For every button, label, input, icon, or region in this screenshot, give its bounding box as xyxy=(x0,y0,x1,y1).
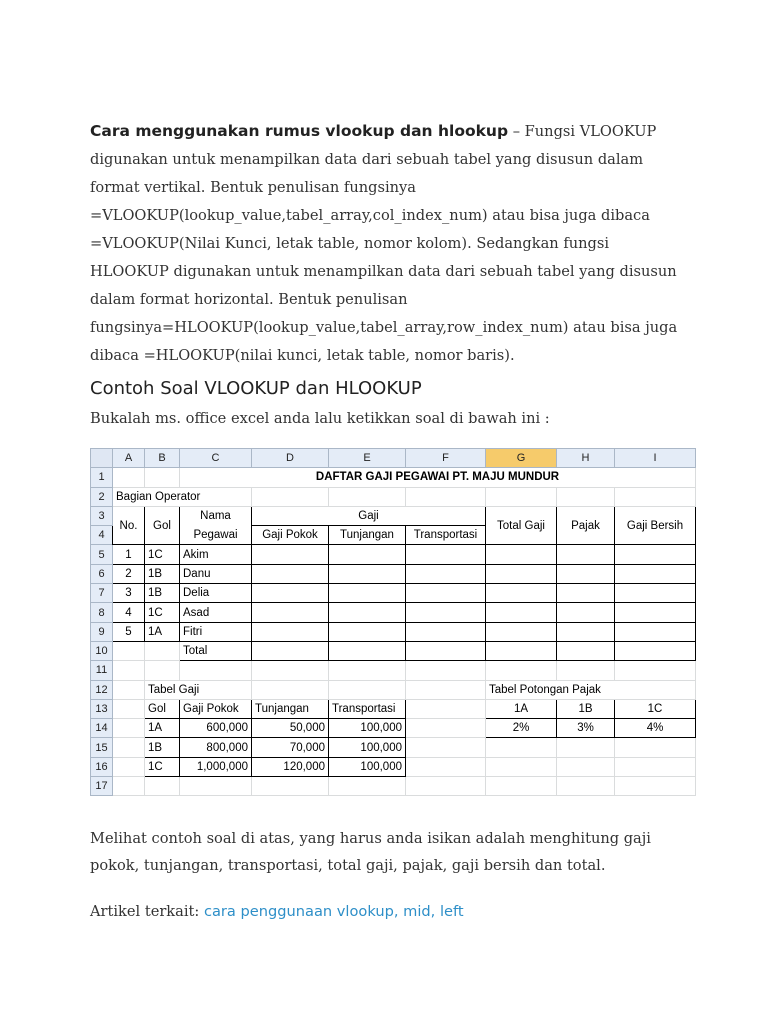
section-subtext: Bukalah ms. office excel anda lalu ketikkan soal di bawah ini : xyxy=(90,410,550,427)
row-number[interactable]: 14 xyxy=(91,719,113,738)
header-gol[interactable]: Gol xyxy=(145,506,180,545)
header-nama-2[interactable]: Pegawai xyxy=(180,526,252,545)
after-paragraph: Melihat contoh soal di atas, yang harus anda isikan adalah menghitung gaji pokok, tunjangan, transportasi, total gaji, pajak, gaji bersih dan total. xyxy=(90,830,651,874)
row-number[interactable]: 9 xyxy=(91,622,113,641)
employee-no[interactable]: 2 xyxy=(113,564,145,583)
tabel-pajak-value[interactable]: 3% xyxy=(557,719,615,738)
employee-no[interactable]: 4 xyxy=(113,603,145,622)
employee-nama[interactable]: Asad xyxy=(180,603,252,622)
employee-no[interactable]: 1 xyxy=(113,545,145,564)
row-number[interactable]: 8 xyxy=(91,603,113,622)
related-article xyxy=(90,898,464,925)
row-number[interactable]: 7 xyxy=(91,584,113,603)
spreadsheet-grid xyxy=(90,448,696,796)
employee-no[interactable]: 3 xyxy=(113,584,145,603)
cell-empty[interactable] xyxy=(615,622,696,641)
employee-nama[interactable]: Delia xyxy=(180,584,252,603)
spreadsheet-image xyxy=(90,448,704,804)
row-number[interactable]: 10 xyxy=(91,641,113,660)
cell-empty[interactable] xyxy=(252,641,329,660)
cell-empty[interactable] xyxy=(406,584,486,603)
intro-body: Fungsi VLOOKUP digunakan untuk menampilkan data dari sebuah tabel yang disusun dalam format vertikal. Bentuk penulisan fungsinya =VLOOKUP(lookup_value,tabel_array,col_index_num) atau bisa juga dibaca =VLOOKUP(Nilai Kunci, letak table, nomor kolom). Sedangkan fungsi HLOOKUP digunakan untuk menampilkan data dari sebuah tabel yang disusun dalam format horizontal. Bentuk penulisan fungsinya=HLOOKUP(lookup_value,tabel_array,row_index_num) atau bisa juga dibaca =HLOOKUP(nilai kunci, letak table, nomor baris). xyxy=(90,123,678,364)
cell-empty[interactable] xyxy=(615,584,696,603)
cell-empty[interactable] xyxy=(252,584,329,603)
tabel-gaji-cell[interactable]: 100,000 xyxy=(329,738,406,757)
row-number[interactable]: 16 xyxy=(91,757,113,776)
tabel-gaji-cell[interactable]: 1A xyxy=(145,719,180,738)
cell-empty[interactable] xyxy=(615,641,696,660)
tabel-gaji-cell[interactable]: 100,000 xyxy=(329,757,406,776)
row-number[interactable]: 6 xyxy=(91,564,113,583)
row-number[interactable]: 12 xyxy=(91,680,113,699)
employee-gol[interactable]: 1B xyxy=(145,584,180,603)
tabel-gaji-header[interactable]: Gol xyxy=(145,699,180,718)
col-header-h[interactable]: H xyxy=(557,449,615,468)
cell-empty[interactable] xyxy=(557,603,615,622)
cell-empty[interactable] xyxy=(557,545,615,564)
tabel-gaji-cell[interactable]: 600,000 xyxy=(180,719,252,738)
tabel-gaji-cell[interactable]: 1B xyxy=(145,738,180,757)
tabel-gaji-cell[interactable]: 1C xyxy=(145,757,180,776)
cell-empty[interactable] xyxy=(329,564,406,583)
cell-empty[interactable] xyxy=(252,603,329,622)
cell-empty[interactable] xyxy=(615,545,696,564)
header-gaji-pokok[interactable]: Gaji Pokok xyxy=(252,526,329,545)
intro-title: Cara menggunakan rumus vlookup dan hlookup xyxy=(90,122,509,140)
row-number[interactable]: 15 xyxy=(91,738,113,757)
cell-empty[interactable] xyxy=(486,641,557,660)
cell-empty[interactable] xyxy=(329,603,406,622)
cell-empty[interactable] xyxy=(486,545,557,564)
total-label[interactable]: Total xyxy=(180,641,252,660)
employee-nama[interactable]: Fitri xyxy=(180,622,252,641)
employee-nama[interactable]: Akim xyxy=(180,545,252,564)
tabel-pajak-header[interactable]: 1C xyxy=(615,699,696,718)
related-label: Artikel terkait: xyxy=(90,903,204,920)
row-number[interactable]: 11 xyxy=(91,661,113,680)
col-header-e[interactable]: E xyxy=(329,449,406,468)
tabel-pajak-label[interactable]: Tabel Potongan Pajak xyxy=(486,680,696,699)
tabel-pajak-value[interactable]: 4% xyxy=(615,719,696,738)
col-header-d[interactable]: D xyxy=(252,449,329,468)
header-tunjangan[interactable]: Tunjangan xyxy=(329,526,406,545)
header-nama-1[interactable]: Nama xyxy=(180,506,252,525)
col-header-i[interactable]: I xyxy=(615,449,696,468)
section-label[interactable]: Bagian Operator xyxy=(113,487,252,506)
employee-gol[interactable]: 1C xyxy=(145,603,180,622)
cell-empty[interactable] xyxy=(406,641,486,660)
employee-gol[interactable]: 1A xyxy=(145,622,180,641)
cell-empty[interactable] xyxy=(486,584,557,603)
tabel-pajak-header[interactable]: 1A xyxy=(486,699,557,718)
intro-paragraph xyxy=(90,118,680,370)
cell-empty[interactable] xyxy=(329,545,406,564)
tabel-pajak-header[interactable]: 1B xyxy=(557,699,615,718)
cell-empty[interactable] xyxy=(557,564,615,583)
row-number[interactable]: 13 xyxy=(91,699,113,718)
cell-empty[interactable] xyxy=(329,641,406,660)
tabel-gaji-cell[interactable]: 800,000 xyxy=(180,738,252,757)
cell-empty[interactable] xyxy=(329,584,406,603)
row-number[interactable]: 2 xyxy=(91,487,113,506)
row-number[interactable]: 3 xyxy=(91,506,113,525)
tabel-gaji-label[interactable]: Tabel Gaji xyxy=(145,680,252,699)
header-total-gaji[interactable]: Total Gaji xyxy=(486,506,557,545)
tabel-gaji-cell[interactable]: 70,000 xyxy=(252,738,329,757)
cell-empty[interactable] xyxy=(406,603,486,622)
cell-empty[interactable] xyxy=(557,622,615,641)
row-number[interactable]: 5 xyxy=(91,545,113,564)
tabel-gaji-cell[interactable]: 1,000,000 xyxy=(180,757,252,776)
cell-empty[interactable] xyxy=(486,564,557,583)
row-number[interactable]: 1 xyxy=(91,468,113,487)
cell-empty[interactable] xyxy=(406,545,486,564)
intro-dash: – xyxy=(508,123,525,140)
employee-no[interactable]: 5 xyxy=(113,622,145,641)
cell-empty[interactable] xyxy=(252,622,329,641)
row-number[interactable]: 4 xyxy=(91,526,113,545)
tabel-gaji-cell[interactable]: 100,000 xyxy=(329,719,406,738)
cell-empty[interactable] xyxy=(557,584,615,603)
cell-empty[interactable] xyxy=(329,622,406,641)
cell-empty[interactable] xyxy=(252,545,329,564)
employee-gol[interactable]: 1B xyxy=(145,564,180,583)
cell-empty[interactable] xyxy=(406,622,486,641)
col-header-a[interactable]: A xyxy=(113,449,145,468)
section-heading: Contoh Soal VLOOKUP dan HLOOKUP xyxy=(90,378,422,399)
tabel-gaji-cell[interactable]: 120,000 xyxy=(252,757,329,776)
cell-empty[interactable] xyxy=(486,622,557,641)
cell-empty[interactable] xyxy=(615,603,696,622)
tabel-gaji-header[interactable]: Tunjangan xyxy=(252,699,329,718)
row-number[interactable]: 17 xyxy=(91,777,113,796)
related-link[interactable]: cara penggunaan vlookup, mid, left xyxy=(203,903,464,920)
header-pajak[interactable]: Pajak xyxy=(557,506,615,545)
cell-empty[interactable] xyxy=(486,603,557,622)
cell-empty[interactable] xyxy=(615,564,696,583)
header-gaji[interactable]: Gaji xyxy=(252,506,486,525)
header-gaji-bersih[interactable]: Gaji Bersih xyxy=(615,506,696,545)
cell-empty[interactable] xyxy=(557,641,615,660)
cell-empty[interactable] xyxy=(252,564,329,583)
col-header-f[interactable]: F xyxy=(406,449,486,468)
sheet-title[interactable]: DAFTAR GAJI PEGAWAI PT. MAJU MUNDUR xyxy=(180,468,696,487)
cell-empty[interactable] xyxy=(406,564,486,583)
tabel-pajak-value[interactable]: 2% xyxy=(486,719,557,738)
col-header-g[interactable]: G xyxy=(486,449,557,468)
header-no[interactable]: No. xyxy=(113,506,145,545)
tabel-gaji-cell[interactable]: 50,000 xyxy=(252,719,329,738)
tabel-gaji-header[interactable]: Gaji Pokok xyxy=(180,699,252,718)
employee-nama[interactable]: Danu xyxy=(180,564,252,583)
employee-gol[interactable]: 1C xyxy=(145,545,180,564)
select-all-corner[interactable] xyxy=(91,449,113,468)
col-header-c[interactable]: C xyxy=(180,449,252,468)
header-transportasi[interactable]: Transportasi xyxy=(406,526,486,545)
tabel-gaji-header[interactable]: Transportasi xyxy=(329,699,406,718)
col-header-b[interactable]: B xyxy=(145,449,180,468)
